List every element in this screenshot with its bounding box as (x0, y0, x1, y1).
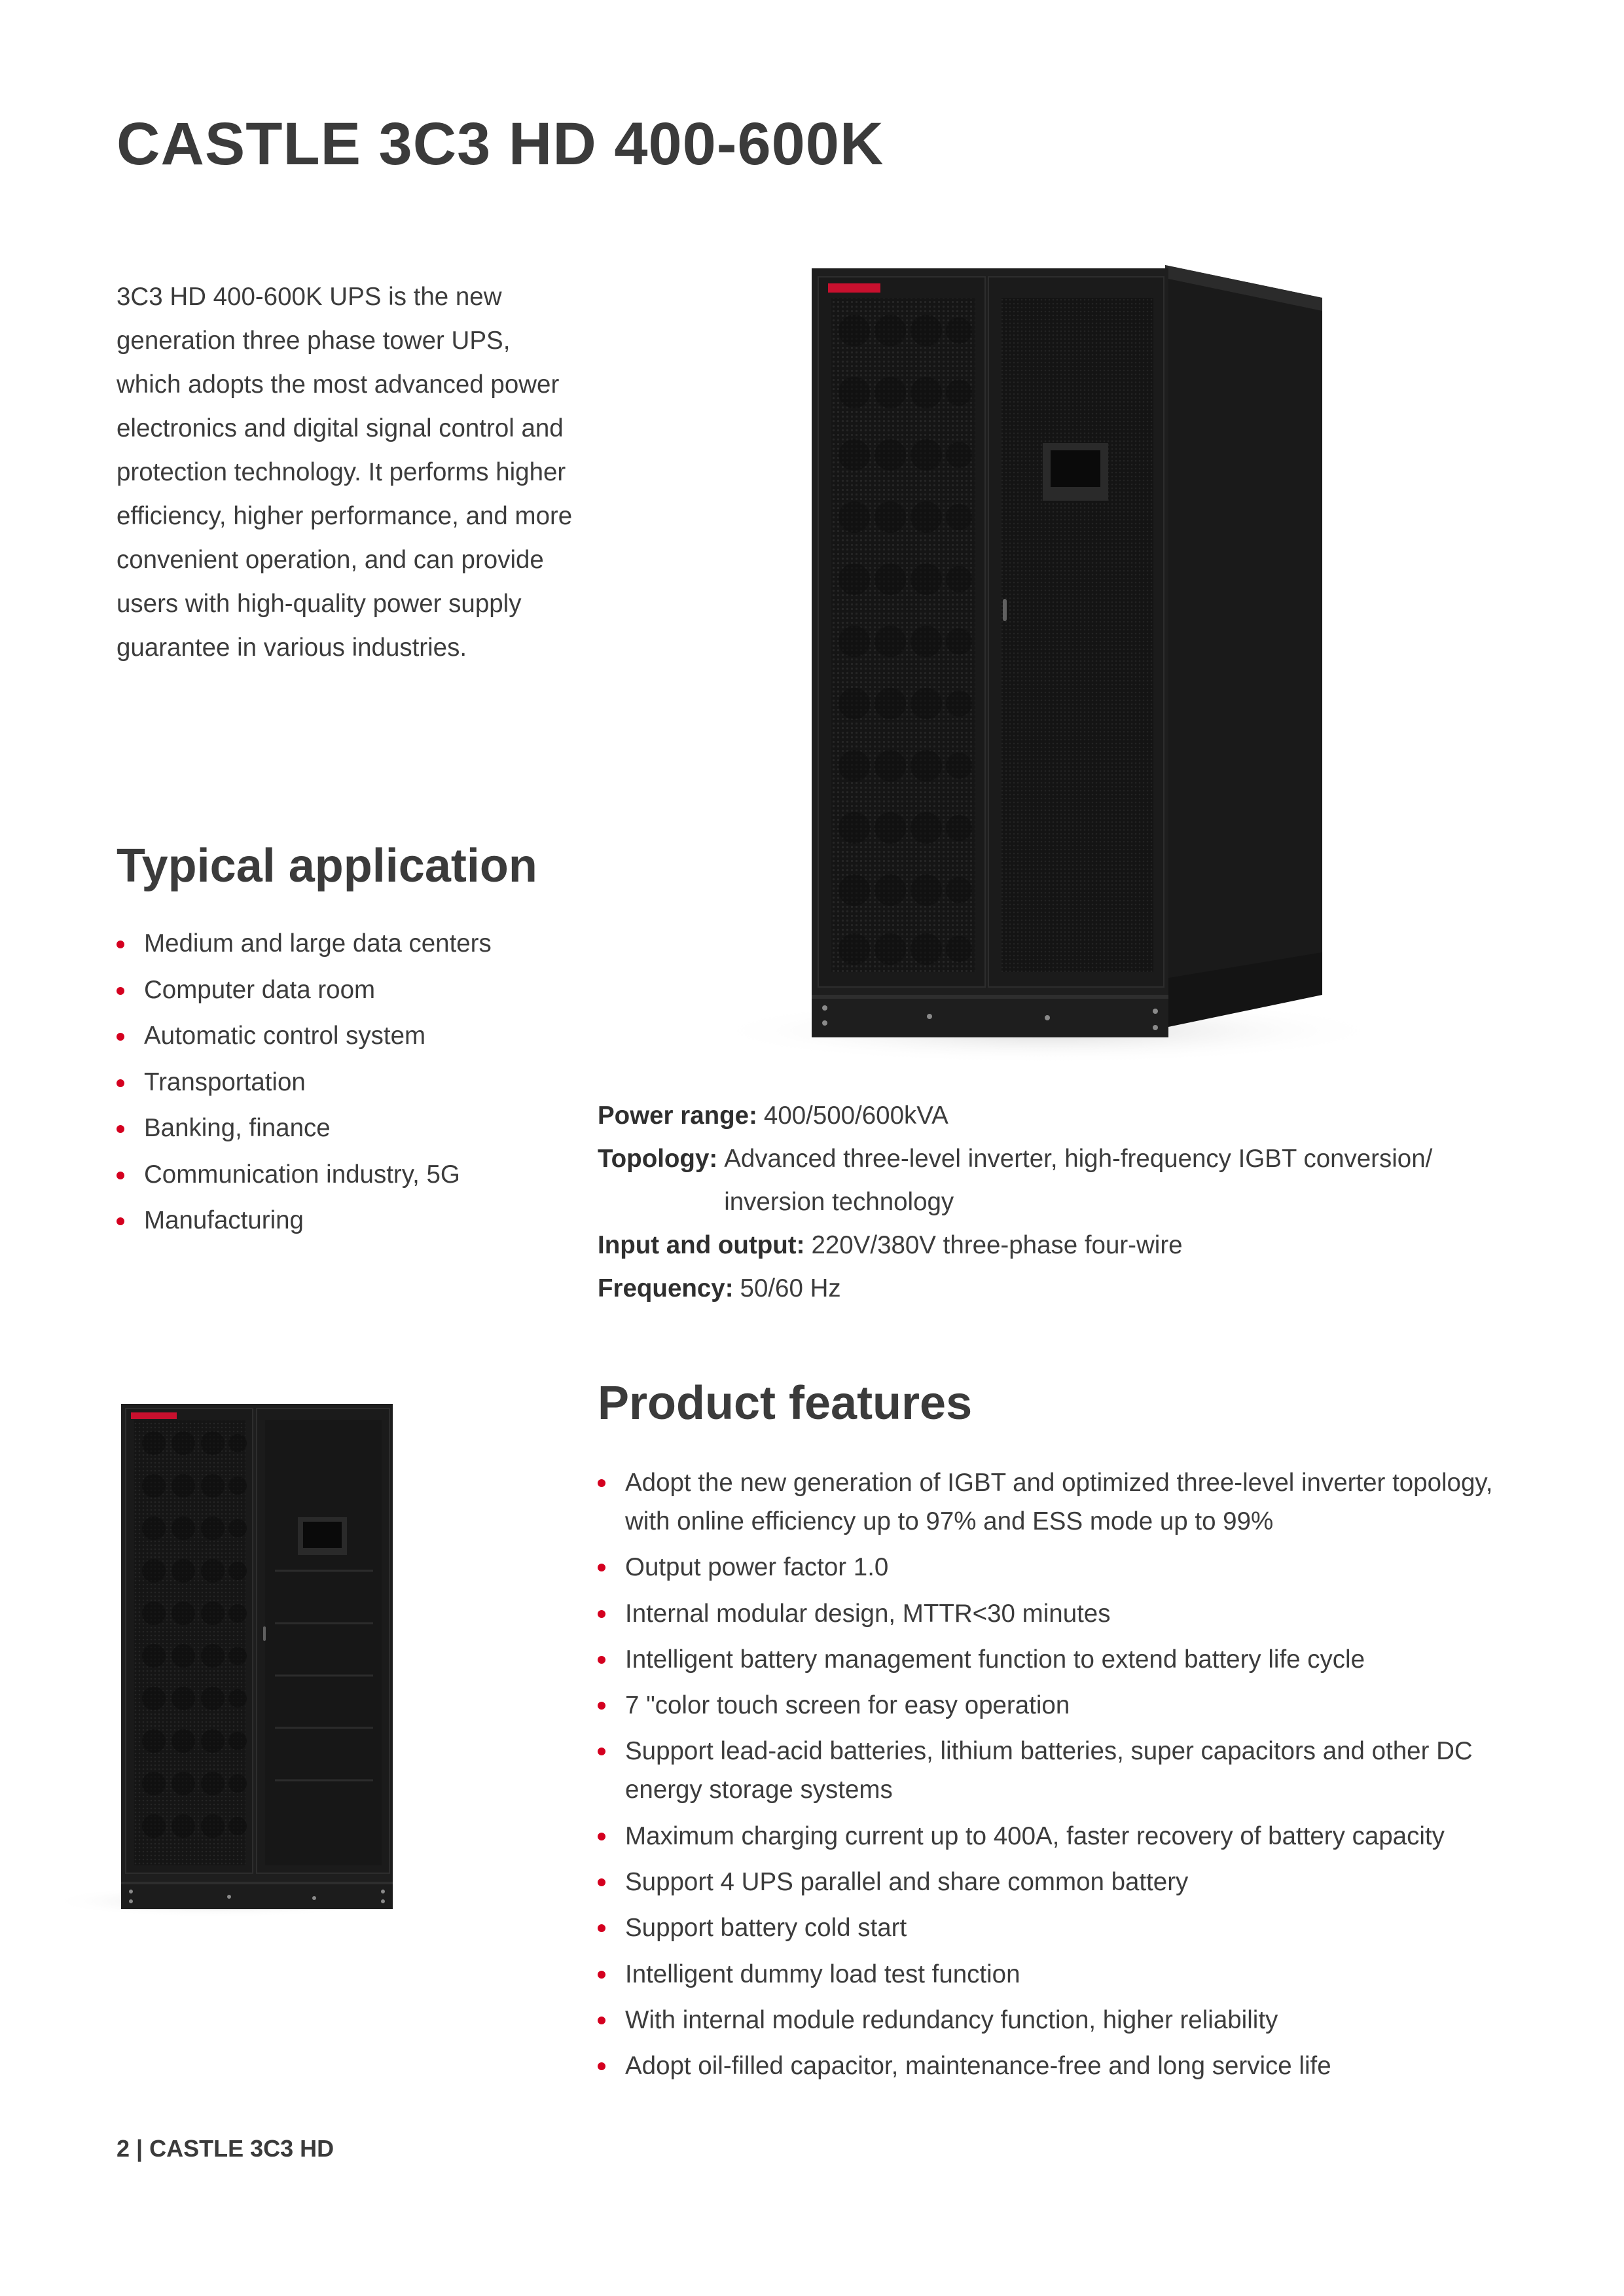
list-item (598, 1686, 1534, 1725)
ups-cabinet-small-image (39, 1394, 406, 1918)
feature-text: Intelligent battery management function to extend battery life cycle (625, 1645, 1365, 1674)
intro-paragraph: 3C3 HD 400-600K UPS is the new generation three phase tower UPS, which adopts the most advanced power electronics and digital signal control and protection technology. It performs higher efficiency, higher performance, and more convenient operation, and can provide users with high-quality power supply guarantee in various industries. (117, 283, 573, 662)
spec-value: 400/500/600kVA (763, 1102, 948, 1130)
features-list (598, 1463, 1534, 2093)
spec-label: Frequency: (598, 1274, 734, 1302)
feature-text: Output power factor 1.0 (625, 1553, 889, 1582)
spec-row (598, 1094, 1540, 1138)
spec-value: Advanced three-level inverter, high-frequency IGBT conversion/ inversion technology (724, 1145, 1433, 1216)
list-item (598, 1594, 1534, 1633)
feature-text: 7 "color touch screen for easy operation (625, 1691, 1070, 1720)
applications-list (117, 928, 492, 1251)
list-item (598, 1955, 1534, 1994)
spec-list (598, 1094, 1540, 1310)
feature-text: Support 4 UPS parallel and share common battery (625, 1868, 1189, 1897)
list-item (598, 1463, 1534, 1541)
spec-label: Input and output: (598, 1231, 805, 1259)
list-item: Computer data room (117, 975, 492, 1021)
features-heading: Product features (598, 1377, 973, 1429)
feature-text: Support battery cold start (625, 1914, 907, 1943)
list-item (598, 1817, 1534, 1856)
list-item (598, 1548, 1534, 1587)
list-item (598, 1863, 1534, 1901)
list-item (598, 1732, 1534, 1809)
list-item: Communication industry, 5G (117, 1159, 492, 1206)
list-item: Medium and large data centers (117, 928, 492, 975)
page-title: CASTLE 3C3 HD 400-600K (117, 111, 884, 177)
footer-product-name: CASTLE 3C3 HD (149, 2135, 334, 2162)
spec-label: Power range: (598, 1102, 757, 1130)
list-item (598, 1640, 1534, 1679)
spec-row (598, 1138, 1540, 1224)
list-item (598, 1909, 1534, 1947)
spec-row (598, 1224, 1540, 1267)
feature-text: Adopt oil-filled capacitor, maintenance-free and long service life (625, 2052, 1331, 2081)
spec-row (598, 1267, 1540, 1310)
feature-text: Intelligent dummy load test function (625, 1960, 1020, 1988)
ups-cabinet-large-image (694, 259, 1407, 1070)
feature-text: With internal module redundancy function, higher reliability (625, 2005, 1278, 2034)
footer-separator: | (136, 2135, 143, 2162)
feature-text: Maximum charging current up to 400A, faster recovery of battery capacity (625, 1821, 1445, 1850)
spec-label: Topology: (598, 1145, 718, 1173)
list-item: Banking, finance (117, 1113, 492, 1159)
applications-heading: Typical application (117, 840, 537, 892)
list-item: Automatic control system (117, 1020, 492, 1067)
list-item: Manufacturing (117, 1205, 492, 1251)
page-number: 2 (117, 2135, 130, 2162)
list-item (598, 2001, 1534, 2039)
list-item (598, 2047, 1534, 2085)
feature-text: Internal modular design, MTTR<30 minutes (625, 1599, 1111, 1628)
list-item: Transportation (117, 1067, 492, 1113)
spec-value: 220V/380V three-phase four-wire (811, 1231, 1183, 1259)
feature-text: Support lead-acid batteries, lithium batteries, super capacitors and other DC energy storage systems (625, 1737, 1473, 1804)
spec-value: 50/60 Hz (740, 1274, 841, 1302)
feature-text: Adopt the new generation of IGBT and optimized three-level inverter topology, with online efficiency up to 97% and ESS mode up to 99% (625, 1469, 1493, 1535)
brand-logo (828, 283, 880, 293)
page-footer (117, 2135, 334, 2162)
door-handle-icon (1003, 599, 1007, 621)
